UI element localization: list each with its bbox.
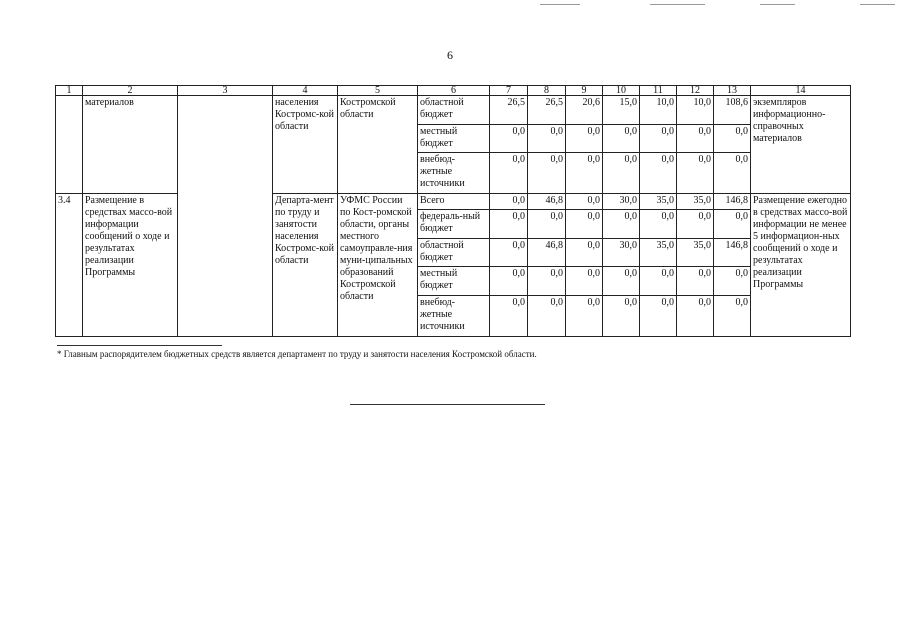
funding-source: внебюд-жетные источники	[418, 295, 490, 336]
amount-cell: 20,6	[566, 96, 603, 125]
column-number: 8	[528, 86, 566, 96]
page-number: 6	[447, 48, 453, 62]
amount-cell: 0,0	[714, 295, 751, 336]
amount-cell: 0,0	[640, 210, 677, 239]
amount-cell: 146,8	[714, 194, 751, 210]
measure-name-cell: материалов	[83, 96, 178, 194]
amount-cell: 0,0	[528, 124, 566, 153]
item-number-cell: 3.4	[56, 194, 83, 337]
amount-cell: 26,5	[490, 96, 528, 125]
scan-artifact	[650, 4, 705, 5]
amount-cell: 0,0	[490, 194, 528, 210]
program-measures-table	[55, 85, 851, 337]
column-number-row	[56, 86, 851, 96]
column-number: 14	[751, 86, 851, 96]
funding-source: областной бюджет	[418, 96, 490, 125]
amount-cell: 0,0	[603, 124, 640, 153]
amount-cell: 0,0	[714, 153, 751, 194]
funding-source: местный бюджет	[418, 267, 490, 296]
funding-source: местный бюджет	[418, 124, 490, 153]
amount-cell: 35,0	[677, 238, 714, 267]
scan-artifact	[860, 4, 895, 5]
amount-cell: 0,0	[603, 295, 640, 336]
column-number: 2	[83, 86, 178, 96]
column-number: 4	[273, 86, 338, 96]
amount-cell: 0,0	[490, 238, 528, 267]
amount-cell: 10,0	[640, 96, 677, 125]
amount-cell: 0,0	[603, 210, 640, 239]
amount-cell: 35,0	[640, 238, 677, 267]
item-number-cell	[56, 96, 83, 194]
amount-cell: 35,0	[677, 194, 714, 210]
column-number: 6	[418, 86, 490, 96]
amount-cell: 30,0	[603, 194, 640, 210]
amount-cell: 0,0	[640, 124, 677, 153]
coexecutor-cell: УФМС России по Кост-ромской области, органы местного самоуправле-ния муни-ципальных образований Костромской области	[338, 194, 418, 337]
amount-cell: 0,0	[566, 194, 603, 210]
amount-cell: 46,8	[528, 194, 566, 210]
column-number: 12	[677, 86, 714, 96]
table-row	[56, 96, 851, 125]
end-divider	[350, 404, 545, 405]
funding-source: федераль-ный бюджет	[418, 210, 490, 239]
amount-cell: 10,0	[677, 96, 714, 125]
funding-source: внебюд-жетные источники	[418, 153, 490, 194]
amount-cell: 0,0	[566, 295, 603, 336]
amount-cell: 0,0	[528, 295, 566, 336]
amount-cell: 0,0	[603, 267, 640, 296]
column-number: 10	[603, 86, 640, 96]
result-cell: экземпляров информационно-справочных материалов	[751, 96, 851, 194]
column-number: 5	[338, 86, 418, 96]
column-number: 7	[490, 86, 528, 96]
amount-cell: 0,0	[490, 210, 528, 239]
amount-cell: 0,0	[677, 124, 714, 153]
amount-cell: 35,0	[640, 194, 677, 210]
coexecutor-cell: Костромской области	[338, 96, 418, 194]
amount-cell: 0,0	[566, 267, 603, 296]
amount-cell: 0,0	[566, 210, 603, 239]
amount-cell: 46,8	[528, 238, 566, 267]
amount-cell: 0,0	[603, 153, 640, 194]
responsible-cell: населения Костромс-кой области	[273, 96, 338, 194]
amount-cell: 0,0	[714, 210, 751, 239]
amount-cell: 0,0	[640, 295, 677, 336]
measure-name-cell: Размещение в средствах массо-вой информации сообщений о ходе и результатах реализации Программы	[83, 194, 178, 337]
funding-source: Всего	[418, 194, 490, 210]
amount-cell: 0,0	[528, 210, 566, 239]
amount-cell: 15,0	[603, 96, 640, 125]
amount-cell: 0,0	[528, 267, 566, 296]
column-number: 9	[566, 86, 603, 96]
amount-cell: 30,0	[603, 238, 640, 267]
amount-cell: 0,0	[566, 153, 603, 194]
amount-cell: 0,0	[490, 267, 528, 296]
responsible-cell: Департа-мент по труду и занятости населения Костромс-кой области	[273, 194, 338, 337]
amount-cell: 0,0	[528, 153, 566, 194]
empty-cell	[178, 96, 273, 337]
result-cell: Размещение ежегодно в средствах массо-вой информации не менее 5 информацион-ных сообщений о ходе и результатах реализации Программы	[751, 194, 851, 337]
column-number: 13	[714, 86, 751, 96]
amount-cell: 0,0	[640, 153, 677, 194]
amount-cell: 26,5	[528, 96, 566, 125]
amount-cell: 0,0	[677, 267, 714, 296]
footnote: * Главным распорядителем бюджетных средств является департамент по труду и занятости населения Костромской области.	[57, 349, 537, 359]
column-number: 11	[640, 86, 677, 96]
amount-cell: 0,0	[677, 210, 714, 239]
scan-artifact	[540, 4, 580, 5]
table-row	[56, 194, 851, 210]
column-number: 3	[178, 86, 273, 96]
amount-cell: 0,0	[714, 267, 751, 296]
amount-cell: 146,8	[714, 238, 751, 267]
footnote-divider	[57, 345, 222, 346]
amount-cell: 0,0	[566, 124, 603, 153]
amount-cell: 0,0	[490, 295, 528, 336]
amount-cell: 0,0	[677, 153, 714, 194]
amount-cell: 0,0	[714, 124, 751, 153]
column-number: 1	[56, 86, 83, 96]
amount-cell: 108,6	[714, 96, 751, 125]
amount-cell: 0,0	[677, 295, 714, 336]
amount-cell: 0,0	[566, 238, 603, 267]
funding-source: областной бюджет	[418, 238, 490, 267]
amount-cell: 0,0	[640, 267, 677, 296]
amount-cell: 0,0	[490, 153, 528, 194]
scan-artifact	[760, 4, 795, 5]
amount-cell: 0,0	[490, 124, 528, 153]
